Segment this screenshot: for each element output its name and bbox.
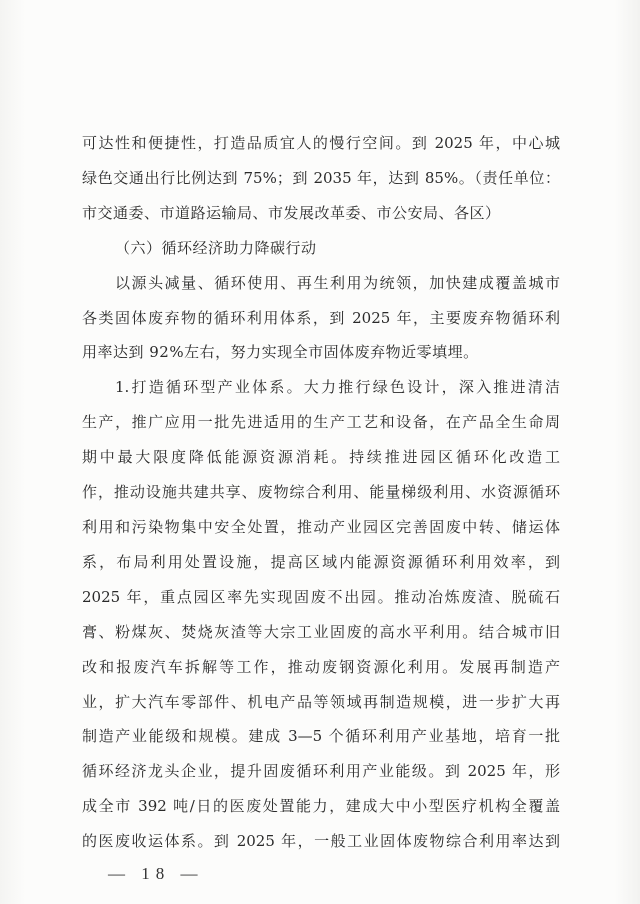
text-line: 生产，推广应用一批先进适用的生产工艺和设备，在产品全生命周	[82, 413, 560, 432]
section-heading: （六）循环经济助力降碳行动	[115, 238, 317, 257]
text-line: 以源头减量、循环使用、再生利用为统领，加快建成覆盖城市	[115, 273, 560, 292]
text-line: 制造产业能级和规模。建成 3—5 个循环利用产业基地，培育一批	[82, 727, 560, 746]
text-line: 市交通委、市道路运输局、市发展改革委、市公安局、各区）	[82, 203, 501, 222]
text-line: 膏、粉煤灰、焚烧灰渣等大宗工业固废的高水平利用。结合城市旧	[82, 622, 560, 641]
text-line: 的医废收运体系。到 2025 年，一般工业固体废物综合利用率达到	[82, 832, 560, 851]
text-line: 成全市 392 吨/日的医废处置能力，建成大中小型医疗机构全覆盖	[82, 797, 560, 816]
body-text	[82, 126, 560, 859]
text-line: 1.打造循环型产业体系。大力推行绿色设计，深入推进清洁	[115, 378, 560, 397]
text-line: 可达性和便捷性，打造品质宜人的慢行空间。到 2025 年，中心城	[82, 134, 560, 152]
text-line: 2025 年，重点园区率先实现固废不出园。推动冶炼废渣、脱硫石	[82, 587, 560, 606]
page-number: — 18 —	[108, 864, 204, 883]
text-line: 业，扩大汽车零部件、机电产品等领域再制造规模，进一步扩大再	[82, 692, 560, 711]
text-line: 用率达到 92%左右，努力实现全市固体废弃物近零填埋。	[82, 343, 479, 362]
text-line: 作，推动设施共建共享、废物综合利用、能量梯级利用、水资源循环	[82, 483, 560, 502]
text-line: 系，布局利用处置设施，提高区域内能源资源循环利用效率，到	[82, 552, 560, 571]
text-line: 期中最大限度降低能源资源消耗。持续推进园区循环化改造工	[82, 448, 560, 467]
text-line: 利用和污染物集中安全处置，推动产业园区完善固废中转、储运体	[82, 517, 560, 536]
text-line: 改和报废汽车拆解等工作，推动废钢资源化利用。发展再制造产	[82, 657, 560, 676]
text-line: 绿色交通出行比例达到 75%；到 2035 年，达到 85%。（责任单位：	[82, 168, 560, 187]
text-line: 循环经济龙头企业，提升固废循环利用产业能级。到 2025 年，形	[82, 762, 560, 781]
text-line: 各类固体废弃物的循环利用体系，到 2025 年，主要废弃物循环利	[82, 308, 560, 327]
